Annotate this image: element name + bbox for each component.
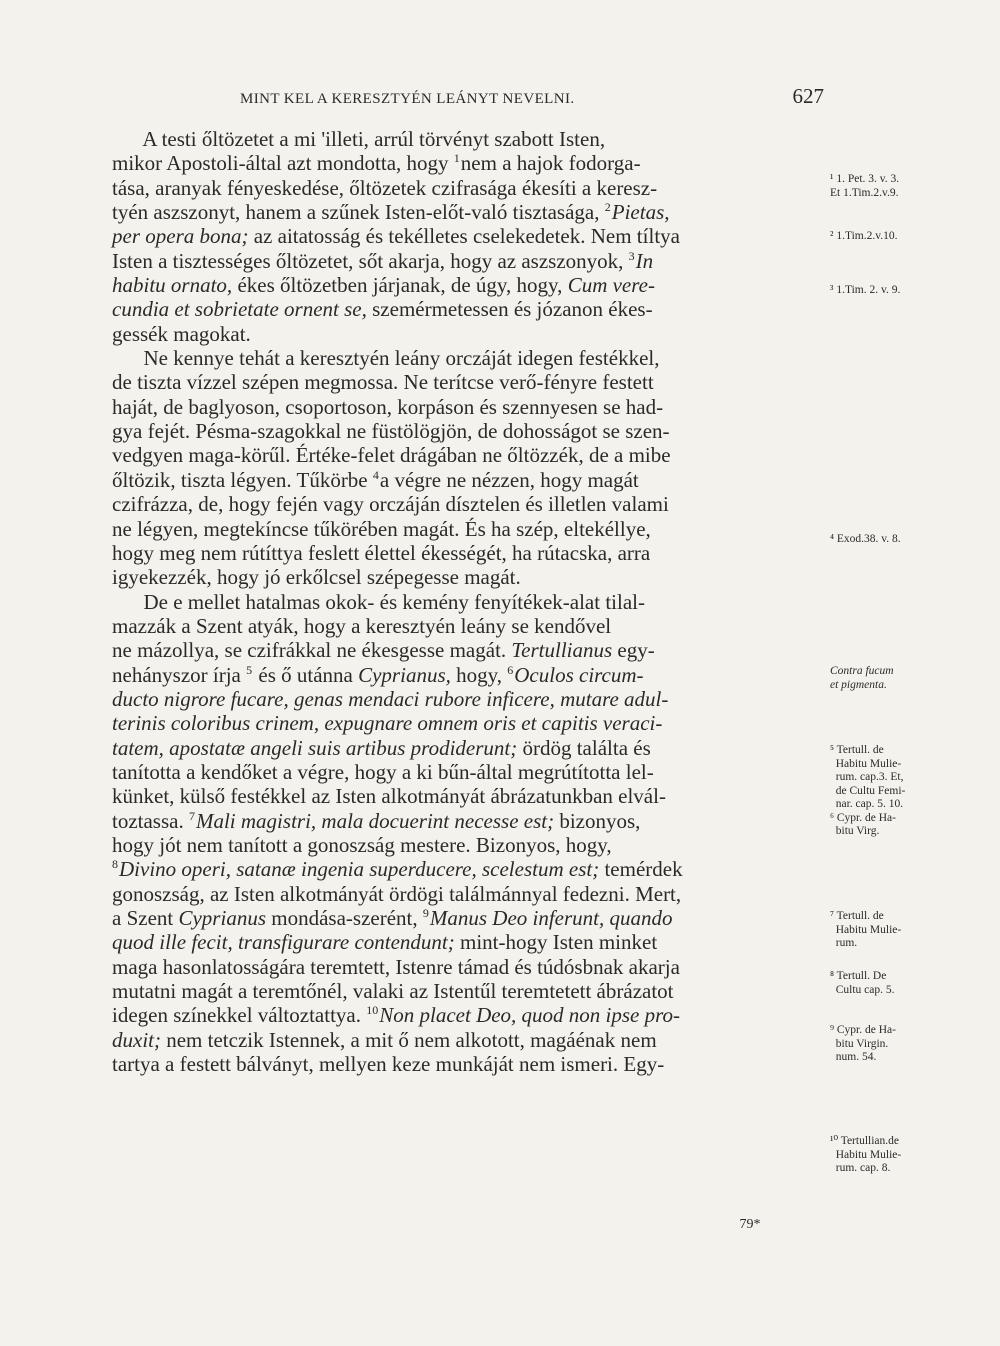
text-line	[112, 1003, 824, 1027]
text-line	[112, 882, 824, 906]
latin-quote: per opera bona;	[112, 224, 249, 249]
text-run: ékes őltözetben járjanak, de úgy, hogy,	[232, 273, 568, 298]
text-run: szemérmetessen és józanon ékes-	[366, 297, 653, 322]
text-run: tása, aranyak fényeskedése, őltözetek czifrasága ékesíti a keresz-	[112, 175, 658, 200]
text-run: idegen színekkel változtattya.	[112, 1003, 367, 1028]
text-run: A testi őltözetet a mi 'illeti, arrúl törvényt szabott Isten,	[112, 127, 606, 151]
text-line	[112, 370, 824, 394]
latin-quote: terinis coloribus crinem, expugnare omnem oris et capitis veraci-	[112, 711, 663, 736]
text-line	[112, 930, 824, 954]
text-run: künket, külső festékkel az Isten alkotmányát ábrázatunkban elvál-	[112, 784, 666, 809]
text-run: nem a hajok fodorga-	[460, 151, 641, 176]
text-line	[112, 395, 824, 419]
text-run: az aitatosság és tekélletes cselekedetek. Nem tíltya	[248, 224, 680, 249]
text-run: ördög találta és	[517, 735, 651, 760]
text-run: és ő utánna	[253, 662, 359, 687]
text-line	[112, 955, 824, 979]
text-run: igyekezzék, hogy jó erkőlcsel szépegesse magát.	[112, 565, 521, 590]
text-run: Ne kennye tehát a keresztyén leány orczáját idegen festékkel,	[112, 346, 660, 371]
footnote-marker: 6	[507, 662, 514, 677]
running-title: MINT KEL A KERESZTYÉN LEÁNYT NEVELNI.	[240, 91, 575, 107]
text-run: őltözik, tiszta légyen. Tűkörbe	[112, 467, 373, 492]
margin-note: ⁵ Tertull. de Habitu Mulie- rum. cap.3. Et, de Cultu Femi- nar. cap. 5. 10. ⁶ Cypr. de Ha- bitu Virg.	[830, 744, 906, 837]
latin-quote: Non placet Deo, quod non ipse pro-	[379, 1003, 681, 1028]
text-run: mint-hogy Isten minket	[454, 930, 658, 955]
signature-mark: 79*	[739, 1217, 761, 1232]
text-run: tartya a festett bálványt, mellyen keze munkáját nem ismeri. Egy-	[112, 1052, 665, 1077]
text-run: haját, de baglyoson, csoportoson, korpáson és szennyesen se had-	[112, 394, 664, 419]
text-run: gessék magokat.	[112, 321, 251, 346]
latin-quote: Cum vere-	[567, 273, 655, 298]
page-header	[240, 84, 824, 109]
latin-quote: Manus Deo inferunt, quando	[429, 906, 673, 930]
margin-note: ¹ 1. Pet. 3. v. 3. Et 1.Tim.2.v.9.	[830, 173, 900, 199]
footnote-marker: 3	[628, 248, 635, 263]
text-line	[112, 322, 824, 346]
text-run: czifrázza, de, hogy fején vagy orczáján dísztelen és illetlen valami	[112, 492, 669, 517]
text-line	[112, 297, 824, 321]
text-line	[112, 273, 824, 297]
text-line	[112, 176, 824, 200]
text-line	[112, 663, 824, 687]
text-run: hogy jót nem tanított a gonoszság mestere. Bizonyos, hogy,	[112, 832, 612, 857]
text-line	[112, 517, 824, 541]
text-run: de tiszta vízzel szépen megmossa. Ne terítcse verő-fényre festett	[112, 370, 654, 395]
text-run: toztassa.	[112, 808, 189, 833]
footnote-marker: 1	[453, 151, 460, 166]
footnote-marker: 5	[246, 662, 253, 677]
text-line	[112, 638, 824, 662]
text-run: mazzák a Szent atyák, hogy a keresztyén leány se kendővel	[112, 613, 612, 638]
text-line	[112, 151, 824, 175]
text-run: vedgyen maga-körűl. Értéke-felet drágában ne őltözzék, de a mibe	[112, 443, 671, 468]
text-line	[112, 687, 824, 711]
text-line	[112, 736, 824, 760]
margin-note: ⁷ Tertull. de Habitu Mulie- rum.	[830, 910, 902, 949]
margin-note: ³ 1.Tim. 2. v. 9.	[830, 284, 901, 296]
text-line	[112, 419, 824, 443]
latin-quote: Cyprianus,	[358, 662, 451, 687]
footnote-marker: 10	[366, 1003, 379, 1018]
margin-note: ⁹ Cypr. de Ha- bitu Virgin. num. 54.	[830, 1024, 896, 1063]
text-line	[112, 565, 824, 589]
latin-quote: habitu ornato,	[112, 273, 233, 298]
margin-note: ¹⁰ Tertullian.de Habitu Mulie- rum. cap. 8.	[830, 1135, 902, 1174]
latin-quote: quod ille fecit, transfigurare contendunt;	[112, 930, 455, 955]
text-run: nehányszor írja	[112, 662, 247, 687]
text-line	[112, 224, 824, 248]
text-run: nem tetczik Istennek, a mit ő nem alkotott, magáénak nem	[160, 1027, 657, 1052]
latin-quote: Pietas,	[611, 200, 670, 225]
text-run: gonoszság, az Isten alkotmányát ördögi találmánnyal fedezni. Mert,	[112, 881, 682, 906]
latin-quote: Divino operi, satanæ ingenia superducere, scelestum est;	[119, 857, 600, 882]
text-line	[112, 833, 824, 857]
text-run: mondása-szerént,	[266, 906, 423, 930]
text-run: mutatni magát a teremtőnél, valaki az Istentűl teremtetett ábrázatot	[112, 979, 674, 1004]
page-number: 627	[792, 84, 824, 108]
text-line	[112, 906, 824, 930]
text-line	[112, 614, 824, 638]
margin-note: Contra fucum et pigmenta.	[830, 665, 894, 691]
text-line	[112, 443, 824, 467]
text-line	[112, 760, 824, 784]
footnote-marker: 9	[422, 906, 429, 920]
latin-quote: duxit;	[112, 1027, 161, 1052]
text-line	[112, 127, 824, 151]
latin-quote: tatem, apostatæ angeli suis artibus prodiderunt;	[112, 735, 518, 760]
text-run: De e mellet hatalmas okok- és kemény fenyítékek-alat tilal-	[112, 589, 645, 614]
text-line	[112, 468, 824, 492]
text-line	[112, 1052, 824, 1076]
latin-quote: Oculos circum-	[514, 662, 644, 687]
text-run: tyén aszszonyt, hanem a szűnek Isten-előt-való tisztasága,	[112, 200, 605, 225]
text-run: maga hasonlatosságára teremtett, Istenre támad és túdósbnak akarja	[112, 954, 680, 979]
text-line	[112, 711, 824, 735]
footnote-marker: 7	[188, 808, 195, 823]
latin-quote: In	[635, 248, 654, 273]
text-run: temérdek	[599, 857, 683, 882]
text-run: ne légyen, megtekíncse tűkörében magát. És ha szép, eltekéllye,	[112, 516, 651, 541]
margin-note: ² 1.Tim.2.v.10.	[830, 230, 898, 242]
text-line	[112, 200, 824, 224]
text-run: mikor Apostoli-által azt mondotta, hogy	[112, 151, 454, 176]
latin-quote: Cyprianus	[178, 906, 266, 930]
text-run: bizonyos,	[554, 808, 641, 833]
text-run: egy-	[612, 638, 655, 663]
text-line	[112, 590, 824, 614]
body-text	[112, 127, 824, 1076]
latin-quote: Tertullianus	[511, 638, 613, 663]
text-run: a végre ne nézzen, hogy magát	[379, 467, 639, 492]
text-line	[112, 249, 824, 273]
text-line	[112, 541, 824, 565]
text-run: ne mázollya, se czifrákkal ne ékesgesse magát.	[112, 638, 512, 663]
text-run: tanította a kendőket a végre, hogy a ki bűn-által megrútította lel-	[112, 759, 654, 784]
text-line	[112, 784, 824, 808]
footnote-marker: 4	[372, 467, 379, 482]
text-run: a Szent	[112, 906, 179, 930]
footnote-marker: 2	[604, 200, 611, 215]
text-run: gya fejét. Pésma-szagokkal ne füstölögjön, de dohosságot se szen-	[112, 419, 670, 444]
text-run: Isten a tisztességes őltözetet, sőt akarja, hogy az aszszonyok,	[112, 248, 629, 273]
footnote-marker: 8	[112, 857, 118, 872]
latin-quote: Mali magistri, mala docuerint necesse est;	[195, 808, 555, 833]
margin-note: ⁸ Tertull. De Cultu cap. 5.	[830, 970, 895, 996]
text-line	[112, 857, 824, 881]
latin-quote: cundia et sobrietate ornent se,	[112, 297, 367, 322]
text-line	[112, 492, 824, 516]
latin-quote: ducto nigrore fucare, genas mendaci rubore inficere, mutare adul-	[112, 686, 669, 711]
text-run: hogy,	[450, 662, 508, 687]
text-line	[112, 809, 824, 833]
text-line	[112, 979, 824, 1003]
margin-note: ⁴ Exod.38. v. 8.	[830, 533, 901, 545]
text-line	[112, 1028, 824, 1052]
text-line	[112, 346, 824, 370]
text-run: hogy meg nem rútíttya feslett élettel ékességét, ha rútacska, arra	[112, 540, 651, 565]
